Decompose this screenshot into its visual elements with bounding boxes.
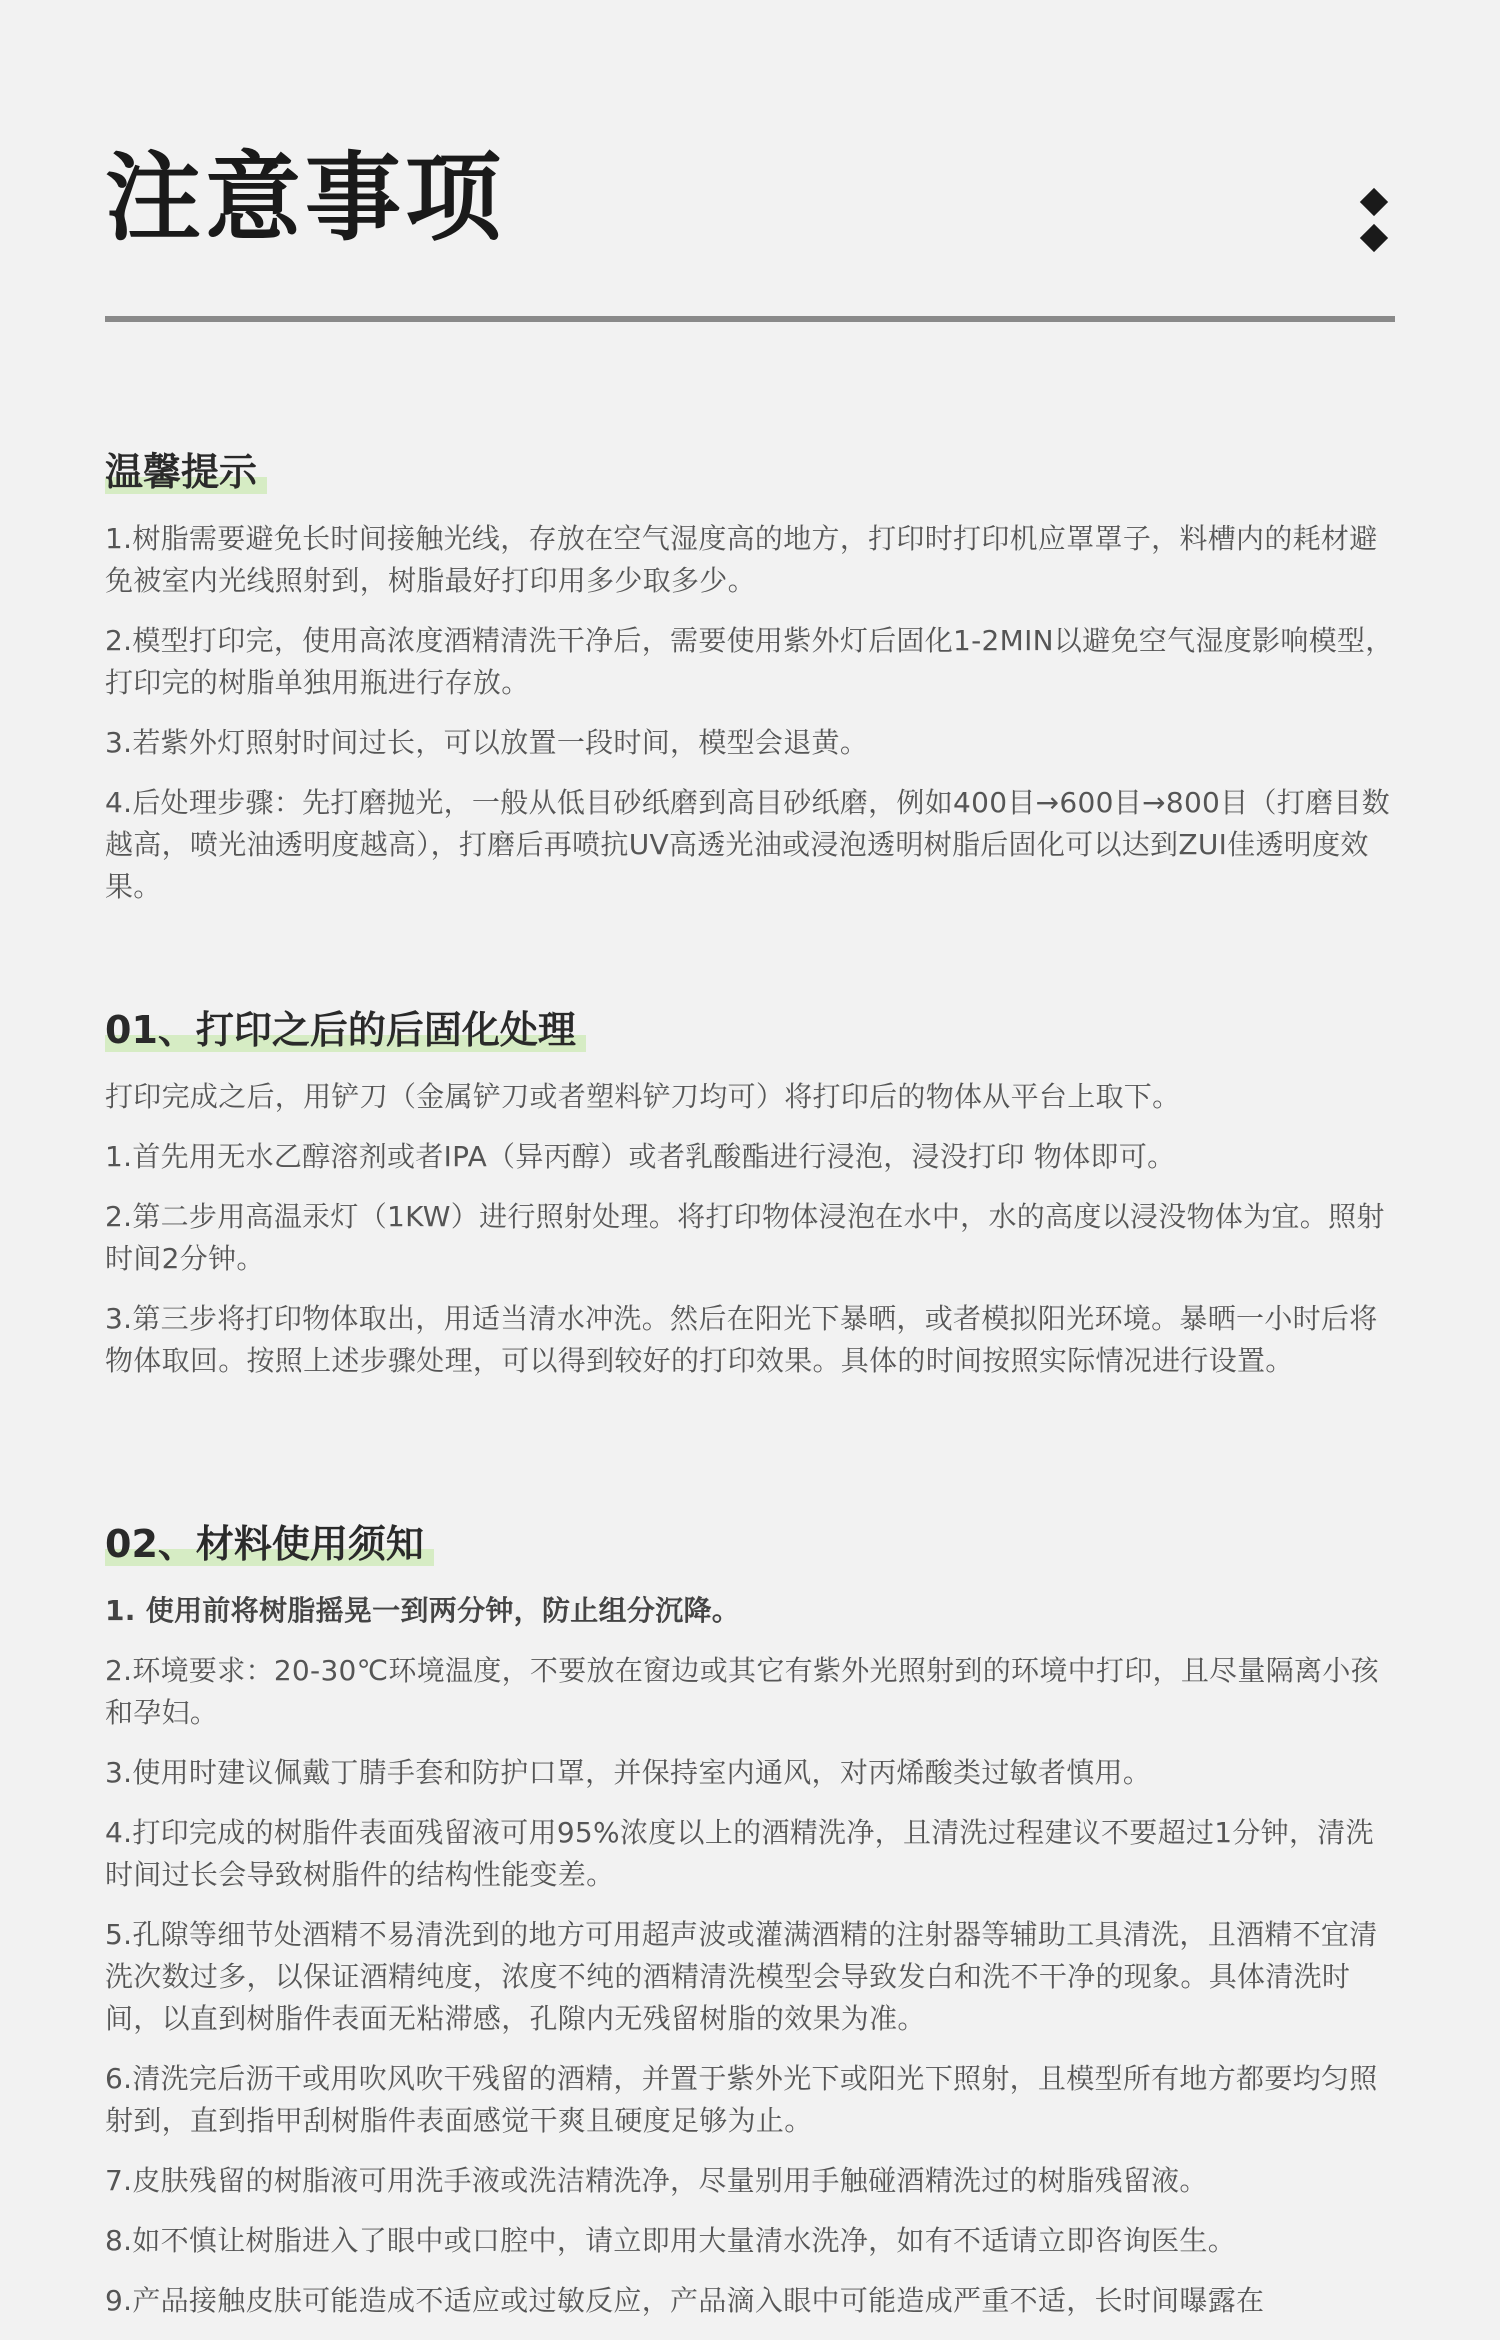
paragraph: 4.打印完成的树脂件表面残留液可用95%浓度以上的酒精洗净，且清洗过程建议不要超过1分钟，清洗时间过长会导致树脂件的结构性能变差。 (105, 1815, 1374, 1891)
title-divider (105, 316, 1395, 322)
paragraph: 打印完成之后，用铲刀（金属铲刀或者塑料铲刀均可）将打印后的物体从平台上取下。 (105, 1079, 1181, 1113)
paragraph: 5.孔隙等细节处酒精不易清洗到的地方可用超声波或灌满酒精的注射器等辅助工具清洗，且酒精不宜清洗次数过多，以保证酒精纯度，浓度不纯的酒精清洗模型会导致发白和洗不干净的现象。具体清洗时间，以直到树脂件表面无粘滞感，孔隙内无残留树脂的效果为准。 (105, 1917, 1378, 2035)
section-heading (105, 1522, 434, 1568)
paragraph: 2.第二步用高温汞灯（1KW）进行照射处理。将打印物体浸泡在水中，水的高度以浸没物体为宜。照射时间2分钟。 (105, 1199, 1385, 1275)
section-heading-text: 温馨提示 (105, 450, 258, 494)
paragraph: 1.首先用无水乙醇溶剂或者IPA（异丙醇）或者乳酸酯进行浸泡，浸没打印 物体即可。 (105, 1139, 1176, 1173)
paragraph: 4.后处理步骤：先打磨抛光，一般从低目砂纸磨到高目砂纸磨，例如400目→600目→800目（打磨目数越高，喷光油透明度越高），打磨后再喷抗UV高透光油或浸泡透明树脂后固化可以达到ZUI佳透明度效果。 (105, 785, 1390, 903)
section-material-usage (105, 1522, 1395, 2340)
paragraph: 3.第三步将打印物体取出，用适当清水冲洗。然后在阳光下暴晒，或者模拟阳光环境。暴晒一小时后将物体取回。按照上述步骤处理，可以得到较好的打印效果。具体的时间按照实际情况进行设置。 (105, 1301, 1378, 1377)
paragraph: 2.模型打印完，使用高浓度酒精清洗干净后，需要使用紫外灯后固化1-2MIN以避免空气湿度影响模型，打印完的树脂单独用瓶进行存放。 (105, 623, 1394, 699)
decoration-diamonds (1361, 188, 1387, 258)
paragraph: 8.如不慎让树脂进入了眼中或口腔中，请立即用大量清水洗净，如有不适请立即咨询医生。 (105, 2223, 1237, 2257)
section-heading (105, 450, 267, 496)
section-tips (105, 450, 1395, 926)
paragraph: 7.皮肤残留的树脂液可用洗手液或洗洁精洗净，尽量别用手触碰酒精洗过的树脂残留液。 (105, 2163, 1208, 2197)
diamond-icon (1360, 224, 1388, 252)
paragraph: 9.产品接触皮肤可能造成不适应或过敏反应，产品滴入眼中可能造成严重不适，长时间曝露在 (105, 2283, 1265, 2317)
diamond-icon (1360, 188, 1388, 216)
paragraph: 3.使用时建议佩戴丁腈手套和防护口罩，并保持室内通风，对丙烯酸类过敏者慎用。 (105, 1755, 1152, 1789)
section-heading (105, 1008, 586, 1054)
paragraph: 2.环境要求：20-30℃环境温度，不要放在窗边或其它有紫外光照射到的环境中打印，且尽量隔离小孩和孕妇。 (105, 1653, 1379, 1729)
paragraph: 1. 使用前将树脂摇晃一到两分钟，防止组分沉降。 (105, 1593, 741, 1627)
section-heading-text: 01、打印之后的后固化处理 (105, 1008, 576, 1052)
section-post-curing (105, 1008, 1395, 1400)
page-title: 注意事项 (105, 142, 505, 254)
paragraph: 6.清洗完后沥干或用吹风吹干残留的酒精，并置于紫外光下或阳光下照射，且模型所有地方都要均匀照射到，直到指甲刮树脂件表面感觉干爽且硬度足够为止。 (105, 2061, 1378, 2137)
paragraph: 3.若紫外灯照射时间过长，可以放置一段时间，模型会退黄。 (105, 725, 869, 759)
paragraph: 1.树脂需要避免长时间接触光线，存放在空气湿度高的地方，打印时打印机应罩罩子，料槽内的耗材避免被室内光线照射到，树脂最好打印用多少取多少。 (105, 521, 1378, 597)
section-heading-text: 02、材料使用须知 (105, 1522, 424, 1566)
